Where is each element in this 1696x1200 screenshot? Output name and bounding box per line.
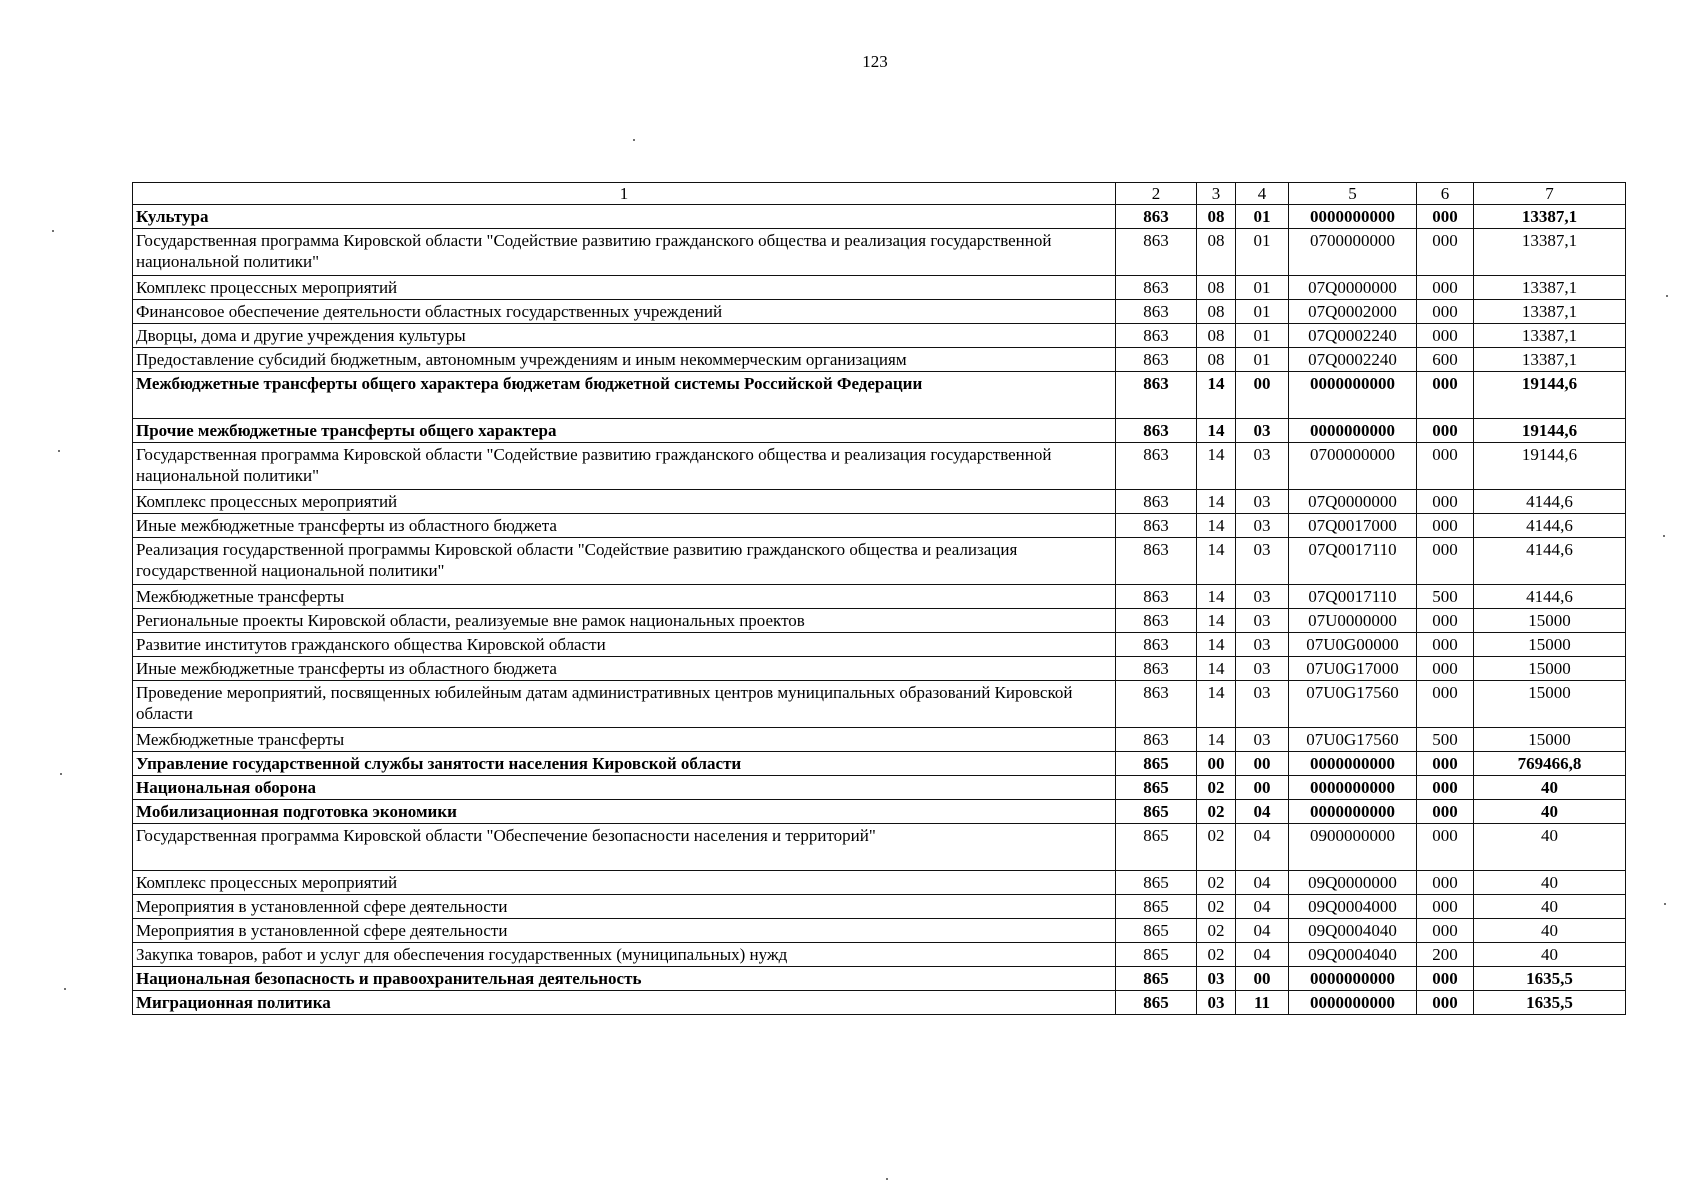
section-cell: 14 <box>1197 419 1236 443</box>
admin-code-cell: 865 <box>1116 943 1197 967</box>
subsection-cell: 11 <box>1236 991 1289 1015</box>
table-row <box>133 895 1626 919</box>
subsection-cell: 03 <box>1236 490 1289 514</box>
amount-cell: 15000 <box>1474 633 1626 657</box>
row-name-cell: Прочие межбюджетные трансферты общего характера <box>133 419 1116 443</box>
section-cell: 14 <box>1197 538 1236 585</box>
target-article-cell: 0000000000 <box>1289 967 1417 991</box>
subsection-cell: 03 <box>1236 538 1289 585</box>
subsection-cell: 03 <box>1236 728 1289 752</box>
target-article-cell: 0000000000 <box>1289 800 1417 824</box>
row-name-cell: Предоставление субсидий бюджетным, автономным учреждениям и иным некоммерческим организациям <box>133 348 1116 372</box>
row-name-cell: Финансовое обеспечение деятельности областных государственных учреждений <box>133 300 1116 324</box>
section-cell: 08 <box>1197 229 1236 276</box>
target-article-cell: 0000000000 <box>1289 419 1417 443</box>
table-header <box>133 183 1626 205</box>
row-name-cell: Дворцы, дома и другие учреждения культуры <box>133 324 1116 348</box>
amount-cell: 19144,6 <box>1474 419 1626 443</box>
section-cell: 02 <box>1197 895 1236 919</box>
table-row <box>133 300 1626 324</box>
target-article-cell: 07Q0017110 <box>1289 538 1417 585</box>
column-header: 4 <box>1236 183 1289 205</box>
section-cell: 02 <box>1197 919 1236 943</box>
admin-code-cell: 863 <box>1116 490 1197 514</box>
subsection-cell: 03 <box>1236 585 1289 609</box>
header-row <box>133 183 1626 205</box>
table-row <box>133 324 1626 348</box>
subsection-cell: 03 <box>1236 633 1289 657</box>
admin-code-cell: 863 <box>1116 609 1197 633</box>
row-name-cell: Иные межбюджетные трансферты из областного бюджета <box>133 514 1116 538</box>
target-article-cell: 09Q0004000 <box>1289 895 1417 919</box>
subsection-cell: 00 <box>1236 372 1289 419</box>
section-cell: 02 <box>1197 824 1236 871</box>
amount-cell: 13387,1 <box>1474 205 1626 229</box>
subsection-cell: 04 <box>1236 943 1289 967</box>
table-row <box>133 419 1626 443</box>
admin-code-cell: 863 <box>1116 728 1197 752</box>
admin-code-cell: 863 <box>1116 300 1197 324</box>
target-article-cell: 0000000000 <box>1289 752 1417 776</box>
target-article-cell: 0000000000 <box>1289 372 1417 419</box>
amount-cell: 1635,5 <box>1474 991 1626 1015</box>
section-cell: 14 <box>1197 657 1236 681</box>
amount-cell: 4144,6 <box>1474 490 1626 514</box>
table-row <box>133 514 1626 538</box>
row-name-cell: Национальная безопасность и правоохранительная деятельность <box>133 967 1116 991</box>
table-row <box>133 276 1626 300</box>
table-row <box>133 728 1626 752</box>
section-cell: 14 <box>1197 443 1236 490</box>
section-cell: 14 <box>1197 372 1236 419</box>
target-article-cell: 07Q0000000 <box>1289 276 1417 300</box>
subsection-cell: 00 <box>1236 967 1289 991</box>
target-article-cell: 07U0G17560 <box>1289 728 1417 752</box>
table-row <box>133 991 1626 1015</box>
section-cell: 02 <box>1197 800 1236 824</box>
target-article-cell: 0700000000 <box>1289 229 1417 276</box>
expense-type-cell: 000 <box>1417 514 1474 538</box>
amount-cell: 13387,1 <box>1474 229 1626 276</box>
row-name-cell: Проведение мероприятий, посвященных юбилейным датам административных центров муниципальных образований Кировской области <box>133 681 1116 728</box>
amount-cell: 4144,6 <box>1474 585 1626 609</box>
target-article-cell: 0000000000 <box>1289 776 1417 800</box>
budget-table <box>132 182 1626 1015</box>
scan-speck <box>1663 535 1665 537</box>
amount-cell: 40 <box>1474 871 1626 895</box>
subsection-cell: 01 <box>1236 300 1289 324</box>
admin-code-cell: 865 <box>1116 824 1197 871</box>
expense-type-cell: 000 <box>1417 824 1474 871</box>
subsection-cell: 03 <box>1236 609 1289 633</box>
scan-speck <box>64 988 66 990</box>
section-cell: 03 <box>1197 967 1236 991</box>
row-name-cell: Культура <box>133 205 1116 229</box>
table-row <box>133 538 1626 585</box>
expense-type-cell: 000 <box>1417 538 1474 585</box>
expense-type-cell: 000 <box>1417 800 1474 824</box>
target-article-cell: 07U0G00000 <box>1289 633 1417 657</box>
row-name-cell: Национальная оборона <box>133 776 1116 800</box>
admin-code-cell: 863 <box>1116 205 1197 229</box>
scan-speck <box>1666 295 1668 297</box>
target-article-cell: 0700000000 <box>1289 443 1417 490</box>
expense-type-cell: 000 <box>1417 967 1474 991</box>
row-name-cell: Межбюджетные трансферты <box>133 728 1116 752</box>
admin-code-cell: 863 <box>1116 372 1197 419</box>
amount-cell: 4144,6 <box>1474 538 1626 585</box>
expense-type-cell: 600 <box>1417 348 1474 372</box>
target-article-cell: 07Q0017000 <box>1289 514 1417 538</box>
table-row <box>133 609 1626 633</box>
table-row <box>133 681 1626 728</box>
amount-cell: 13387,1 <box>1474 300 1626 324</box>
expense-type-cell: 000 <box>1417 681 1474 728</box>
scan-speck <box>58 450 60 452</box>
amount-cell: 1635,5 <box>1474 967 1626 991</box>
amount-cell: 4144,6 <box>1474 514 1626 538</box>
column-header: 1 <box>133 183 1116 205</box>
section-cell: 08 <box>1197 324 1236 348</box>
row-name-cell: Государственная программа Кировской области "Обеспечение безопасности населения и территорий" <box>133 824 1116 871</box>
subsection-cell: 04 <box>1236 871 1289 895</box>
expense-type-cell: 000 <box>1417 871 1474 895</box>
target-article-cell: 07U0G17000 <box>1289 657 1417 681</box>
target-article-cell: 0000000000 <box>1289 205 1417 229</box>
row-name-cell: Иные межбюджетные трансферты из областного бюджета <box>133 657 1116 681</box>
row-name-cell: Государственная программа Кировской области "Содействие развитию гражданского общества и реализация государственной национальной политики" <box>133 443 1116 490</box>
table-body <box>133 205 1626 1015</box>
target-article-cell: 09Q0004040 <box>1289 919 1417 943</box>
amount-cell: 15000 <box>1474 609 1626 633</box>
target-article-cell: 0000000000 <box>1289 991 1417 1015</box>
row-name-cell: Государственная программа Кировской области "Содействие развитию гражданского общества и реализация государственной национальной политики" <box>133 229 1116 276</box>
admin-code-cell: 863 <box>1116 681 1197 728</box>
subsection-cell: 03 <box>1236 443 1289 490</box>
section-cell: 14 <box>1197 609 1236 633</box>
amount-cell: 15000 <box>1474 681 1626 728</box>
admin-code-cell: 865 <box>1116 895 1197 919</box>
admin-code-cell: 863 <box>1116 324 1197 348</box>
target-article-cell: 0900000000 <box>1289 824 1417 871</box>
amount-cell: 40 <box>1474 776 1626 800</box>
amount-cell: 15000 <box>1474 728 1626 752</box>
expense-type-cell: 200 <box>1417 943 1474 967</box>
amount-cell: 40 <box>1474 919 1626 943</box>
admin-code-cell: 863 <box>1116 348 1197 372</box>
row-name-cell: Мобилизационная подготовка экономики <box>133 800 1116 824</box>
subsection-cell: 03 <box>1236 657 1289 681</box>
expense-type-cell: 000 <box>1417 324 1474 348</box>
expense-type-cell: 000 <box>1417 895 1474 919</box>
section-cell: 14 <box>1197 585 1236 609</box>
table-row <box>133 919 1626 943</box>
subsection-cell: 01 <box>1236 324 1289 348</box>
amount-cell: 13387,1 <box>1474 324 1626 348</box>
table-row <box>133 752 1626 776</box>
expense-type-cell: 000 <box>1417 205 1474 229</box>
scan-speck <box>1664 903 1666 905</box>
row-name-cell: Закупка товаров, работ и услуг для обеспечения государственных (муниципальных) нужд <box>133 943 1116 967</box>
admin-code-cell: 863 <box>1116 276 1197 300</box>
amount-cell: 40 <box>1474 824 1626 871</box>
expense-type-cell: 000 <box>1417 991 1474 1015</box>
column-header: 6 <box>1417 183 1474 205</box>
subsection-cell: 03 <box>1236 514 1289 538</box>
row-name-cell: Мероприятия в установленной сфере деятельности <box>133 919 1116 943</box>
table-row <box>133 800 1626 824</box>
page-number: 123 <box>862 52 888 71</box>
expense-type-cell: 000 <box>1417 657 1474 681</box>
expense-type-cell: 000 <box>1417 300 1474 324</box>
admin-code-cell: 865 <box>1116 752 1197 776</box>
section-cell: 02 <box>1197 776 1236 800</box>
target-article-cell: 07U0000000 <box>1289 609 1417 633</box>
column-header: 5 <box>1289 183 1417 205</box>
row-name-cell: Миграционная политика <box>133 991 1116 1015</box>
section-cell: 14 <box>1197 633 1236 657</box>
row-name-cell: Межбюджетные трансферты <box>133 585 1116 609</box>
section-cell: 14 <box>1197 728 1236 752</box>
admin-code-cell: 863 <box>1116 229 1197 276</box>
subsection-cell: 01 <box>1236 229 1289 276</box>
admin-code-cell: 865 <box>1116 871 1197 895</box>
table-row <box>133 585 1626 609</box>
subsection-cell: 00 <box>1236 752 1289 776</box>
subsection-cell: 01 <box>1236 205 1289 229</box>
row-name-cell: Комплекс процессных мероприятий <box>133 276 1116 300</box>
expense-type-cell: 000 <box>1417 609 1474 633</box>
column-header: 3 <box>1197 183 1236 205</box>
table-row <box>133 824 1626 871</box>
target-article-cell: 07Q0002240 <box>1289 348 1417 372</box>
target-article-cell: 09Q0000000 <box>1289 871 1417 895</box>
target-article-cell: 07Q0000000 <box>1289 490 1417 514</box>
amount-cell: 769466,8 <box>1474 752 1626 776</box>
target-article-cell: 07Q0017110 <box>1289 585 1417 609</box>
table-row <box>133 229 1626 276</box>
table-row <box>133 776 1626 800</box>
subsection-cell: 01 <box>1236 348 1289 372</box>
table-row <box>133 443 1626 490</box>
admin-code-cell: 865 <box>1116 800 1197 824</box>
table-row <box>133 657 1626 681</box>
amount-cell: 13387,1 <box>1474 276 1626 300</box>
section-cell: 08 <box>1197 205 1236 229</box>
table-row <box>133 871 1626 895</box>
row-name-cell: Комплекс процессных мероприятий <box>133 490 1116 514</box>
subsection-cell: 04 <box>1236 800 1289 824</box>
table-row <box>133 372 1626 419</box>
row-name-cell: Развитие институтов гражданского общества Кировской области <box>133 633 1116 657</box>
expense-type-cell: 000 <box>1417 919 1474 943</box>
expense-type-cell: 000 <box>1417 276 1474 300</box>
section-cell: 08 <box>1197 348 1236 372</box>
expense-type-cell: 500 <box>1417 585 1474 609</box>
table-row <box>133 205 1626 229</box>
row-name-cell: Комплекс процессных мероприятий <box>133 871 1116 895</box>
expense-type-cell: 000 <box>1417 372 1474 419</box>
table-row <box>133 348 1626 372</box>
scan-speck <box>52 230 54 232</box>
admin-code-cell: 863 <box>1116 443 1197 490</box>
amount-cell: 19144,6 <box>1474 443 1626 490</box>
row-name-cell: Межбюджетные трансферты общего характера бюджетам бюджетной системы Российской Федерации <box>133 372 1116 419</box>
expense-type-cell: 000 <box>1417 419 1474 443</box>
subsection-cell: 03 <box>1236 681 1289 728</box>
admin-code-cell: 863 <box>1116 633 1197 657</box>
target-article-cell: 07Q0002240 <box>1289 324 1417 348</box>
subsection-cell: 04 <box>1236 895 1289 919</box>
section-cell: 02 <box>1197 871 1236 895</box>
row-name-cell: Управление государственной службы занятости населения Кировской области <box>133 752 1116 776</box>
table-row <box>133 967 1626 991</box>
expense-type-cell: 000 <box>1417 752 1474 776</box>
admin-code-cell: 865 <box>1116 776 1197 800</box>
section-cell: 14 <box>1197 490 1236 514</box>
expense-type-cell: 000 <box>1417 443 1474 490</box>
amount-cell: 40 <box>1474 943 1626 967</box>
admin-code-cell: 863 <box>1116 657 1197 681</box>
scan-speck <box>886 1178 888 1180</box>
amount-cell: 19144,6 <box>1474 372 1626 419</box>
amount-cell: 13387,1 <box>1474 348 1626 372</box>
admin-code-cell: 865 <box>1116 967 1197 991</box>
expense-type-cell: 000 <box>1417 633 1474 657</box>
row-name-cell: Мероприятия в установленной сфере деятельности <box>133 895 1116 919</box>
column-header: 7 <box>1474 183 1626 205</box>
expense-type-cell: 500 <box>1417 728 1474 752</box>
admin-code-cell: 863 <box>1116 514 1197 538</box>
table-row <box>133 633 1626 657</box>
subsection-cell: 04 <box>1236 824 1289 871</box>
admin-code-cell: 863 <box>1116 585 1197 609</box>
table-row <box>133 943 1626 967</box>
subsection-cell: 01 <box>1236 276 1289 300</box>
section-cell: 00 <box>1197 752 1236 776</box>
section-cell: 14 <box>1197 514 1236 538</box>
admin-code-cell: 863 <box>1116 538 1197 585</box>
target-article-cell: 09Q0004040 <box>1289 943 1417 967</box>
row-name-cell: Реализация государственной программы Кировской области "Содействие развитию гражданского общества и реализация государственной национальной политики" <box>133 538 1116 585</box>
scan-speck <box>60 773 62 775</box>
subsection-cell: 00 <box>1236 776 1289 800</box>
column-header: 2 <box>1116 183 1197 205</box>
subsection-cell: 04 <box>1236 919 1289 943</box>
row-name-cell: Региональные проекты Кировской области, реализуемые вне рамок национальных проектов <box>133 609 1116 633</box>
expense-type-cell: 000 <box>1417 229 1474 276</box>
amount-cell: 15000 <box>1474 657 1626 681</box>
expense-type-cell: 000 <box>1417 490 1474 514</box>
admin-code-cell: 865 <box>1116 919 1197 943</box>
section-cell: 02 <box>1197 943 1236 967</box>
scan-speck <box>633 139 635 141</box>
section-cell: 14 <box>1197 681 1236 728</box>
admin-code-cell: 865 <box>1116 991 1197 1015</box>
section-cell: 03 <box>1197 991 1236 1015</box>
target-article-cell: 07U0G17560 <box>1289 681 1417 728</box>
table-row <box>133 490 1626 514</box>
admin-code-cell: 863 <box>1116 419 1197 443</box>
expense-type-cell: 000 <box>1417 776 1474 800</box>
section-cell: 08 <box>1197 300 1236 324</box>
target-article-cell: 07Q0002000 <box>1289 300 1417 324</box>
amount-cell: 40 <box>1474 895 1626 919</box>
subsection-cell: 03 <box>1236 419 1289 443</box>
amount-cell: 40 <box>1474 800 1626 824</box>
section-cell: 08 <box>1197 276 1236 300</box>
